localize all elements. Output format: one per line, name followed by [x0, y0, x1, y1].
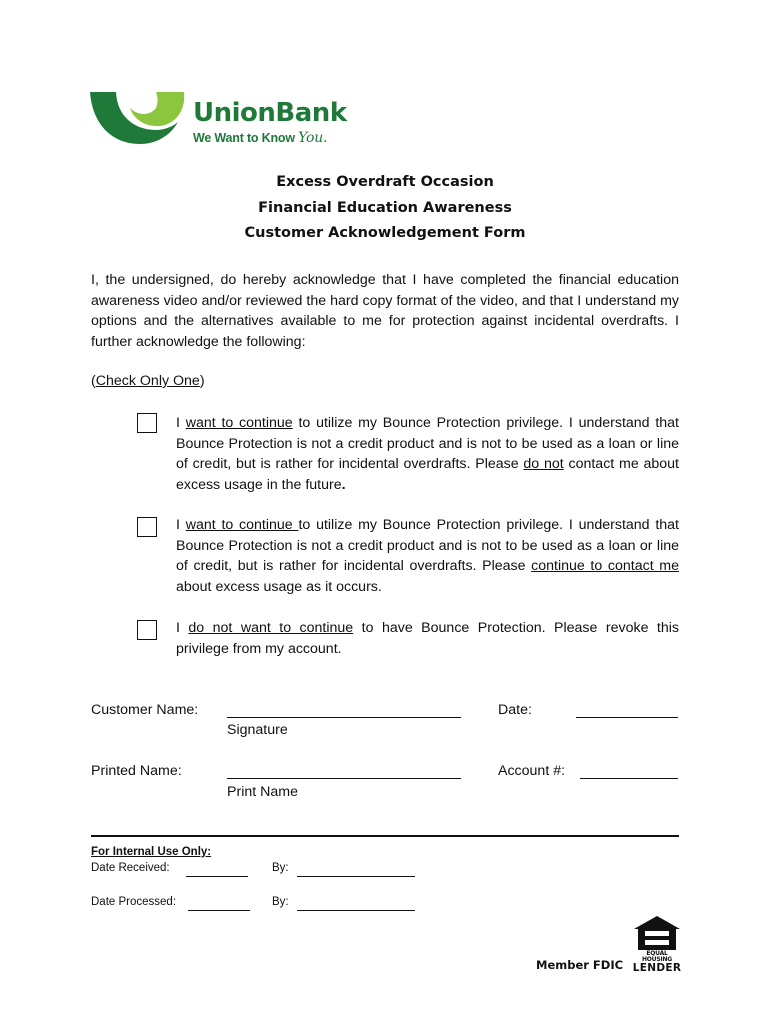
paren-close: ): [199, 373, 205, 389]
opt3-p1: I: [176, 620, 189, 636]
section-divider: [91, 835, 679, 837]
printed-name-line[interactable]: [227, 778, 461, 779]
tagline-text: We Want to Know: [193, 131, 295, 145]
internal-use-title: For Internal Use Only:: [91, 846, 212, 858]
tagline-script: You.: [298, 130, 328, 146]
option-3-checkbox[interactable]: [137, 620, 157, 640]
signature-line[interactable]: [227, 717, 461, 718]
date-processed-label: Date Processed:: [91, 896, 177, 908]
equal-housing-lender-text: [632, 951, 682, 974]
title-line-1: Excess Overdraft Occasion: [276, 174, 494, 190]
received-by-label: By:: [272, 862, 289, 874]
option-1-checkbox[interactable]: [137, 413, 157, 433]
option-2-text: [176, 515, 679, 597]
brand-name: UnionBank: [193, 98, 347, 128]
opt1-p2: to utilize my Bounce Protection privilege. I understand that Bounce Protection is not a credit product and is not to be used as a loan or line of credit, but is rather for incidental overdrafts. Please: [176, 415, 679, 473]
print-name-caption: Print Name: [227, 784, 298, 800]
option-2-checkbox[interactable]: [137, 517, 157, 537]
member-fdic: Member FDIC: [536, 958, 624, 972]
eho-line-2: LENDER: [632, 962, 682, 974]
account-number-line[interactable]: [580, 778, 678, 779]
signature-caption: Signature: [227, 722, 288, 738]
brand-tagline: [193, 130, 327, 146]
date-received-label: Date Received:: [91, 862, 170, 874]
processed-by-line[interactable]: [297, 910, 415, 911]
opt1-p3: contact me about excess usage in the future: [176, 456, 679, 493]
opt1-period: .: [341, 476, 346, 493]
date-label: Date:: [498, 702, 532, 718]
opt2-u2: continue to contact me: [531, 558, 679, 575]
check-only-one-instruction: [91, 373, 205, 389]
opt2-u1: want to continue: [185, 517, 299, 533]
option-3-text: [176, 618, 679, 659]
date-received-line[interactable]: [186, 876, 248, 877]
printed-name-label: Printed Name:: [91, 763, 182, 779]
form-title: [0, 170, 770, 247]
processed-by-label: By:: [272, 896, 289, 908]
opt2-p3: about excess usage as it occurs.: [176, 578, 382, 595]
check-only-label: Check Only One: [95, 373, 200, 389]
paren-open: (: [91, 373, 96, 389]
customer-name-label: Customer Name:: [91, 702, 199, 718]
opt3-p2: to have Bounce Protection. Please revoke this privilege from my account.: [176, 620, 679, 657]
intro-paragraph: I, the undersigned, do hereby acknowledge that I have completed the financial education awareness video and/or reviewed the hard copy format of the video, and that I understand my options and the alternatives available to me for protection against incidental overdrafts. I further acknowledge the following:: [91, 272, 679, 350]
title-line-3: Customer Acknowledgement Form: [244, 225, 526, 241]
date-line[interactable]: [576, 717, 678, 718]
equal-housing-icon: [632, 915, 682, 951]
eho-line-1: EQUAL HOUSING: [641, 950, 673, 963]
opt1-u1: want to continue: [185, 415, 293, 431]
option-1-text: [176, 413, 679, 495]
unionbank-logo-mark: [90, 90, 186, 144]
opt2-p1: I: [176, 517, 186, 533]
opt1-u2: do not: [523, 456, 564, 473]
opt3-u1: do not want to continue: [188, 620, 354, 636]
received-by-line[interactable]: [297, 876, 415, 877]
date-processed-line[interactable]: [188, 910, 250, 911]
opt2-p2: to utilize my Bounce Protection privilege. I understand that Bounce Protection is not a credit product and is not to be used as a loan or line of credit, but is rather for incidental overdrafts. Please: [176, 517, 679, 575]
title-line-2: Financial Education Awareness: [258, 199, 512, 216]
account-label: Account #:: [498, 763, 566, 779]
opt1-p1: I: [176, 415, 186, 431]
